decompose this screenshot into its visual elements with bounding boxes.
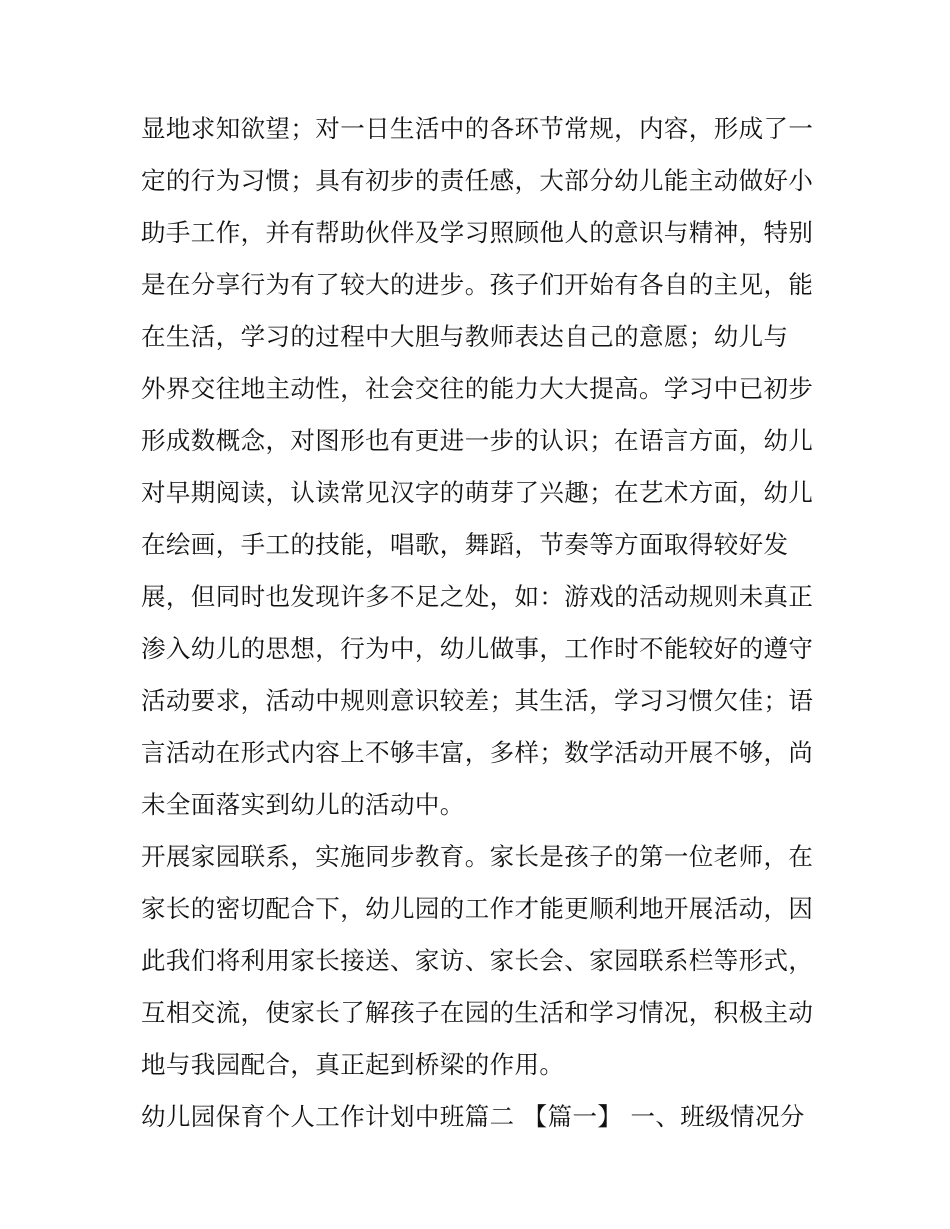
- text-line-17: 此我们将利用家长接送、家访、家长会、家园联系栏等形式，: [141, 946, 814, 975]
- text-line-11: 渗入幼儿的思想，行为中，幼儿做事，工作时不能较好的遵守: [141, 634, 814, 663]
- text-line-16: 家长的密切配合下，幼儿园的工作才能更顺利地开展活动，因: [141, 894, 814, 923]
- text-line-3: 助手工作，并有帮助伙伴及学习照顾他人的意识与精神，特别: [141, 218, 814, 247]
- text-line-18: 互相交流，使家长了解孩子在园的生活和学习情况，积极主动: [141, 998, 814, 1027]
- text-line-4: 是在分享行为有了较大的进步。孩子们开始有各自的主见，能: [141, 270, 814, 299]
- text-line-15: 开展家园联系，实施同步教育。家长是孩子的第一位老师，在: [141, 842, 814, 871]
- text-line-8: 对早期阅读，认读常见汉字的萌芽了兴趣；在艺术方面，幼儿: [141, 478, 814, 507]
- text-line-13: 言活动在形式内容上不够丰富，多样；数学活动开展不够，尚: [141, 738, 814, 767]
- text-line-9: 在绘画，手工的技能，唱歌，舞蹈，节奏等方面取得较好发: [141, 530, 789, 559]
- text-line-20: 幼儿园保育个人工作计划中班篇二 【篇一】 一、班级情况分: [141, 1102, 805, 1131]
- text-line-12: 活动要求，活动中规则意识较差；其生活，学习习惯欠佳；语: [141, 686, 814, 715]
- text-line-14: 未全面落实到幼儿的活动中。: [141, 790, 465, 819]
- text-line-10: 展，但同时也发现许多不足之处，如：游戏的活动规则未真正: [141, 582, 814, 611]
- text-line-5: 在生活，学习的过程中大胆与教师表达自己的意愿；幼儿与: [141, 322, 789, 351]
- text-line-7: 形成数概念，对图形也有更进一步的认识；在语言方面，幼儿: [141, 426, 814, 455]
- text-line-19: 地与我园配合，真正起到桥梁的作用。: [141, 1050, 565, 1079]
- text-line-1: 显地求知欲望；对一日生活中的各环节常规，内容，形成了一: [141, 114, 814, 143]
- text-line-6: 外界交往地主动性，社会交往的能力大大提高。学习中已初步: [141, 374, 814, 403]
- text-line-2: 定的行为习惯；具有初步的责任感，大部分幼儿能主动做好小: [141, 166, 814, 195]
